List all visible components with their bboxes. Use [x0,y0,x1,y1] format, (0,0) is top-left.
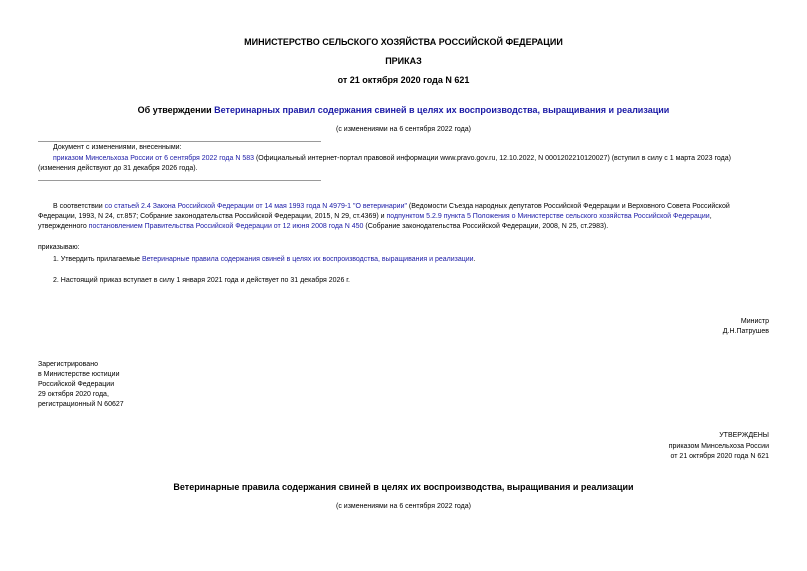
changes-top-rule [38,141,321,142]
preamble-text-2: (Ведомости Съезда народных депутатов Российской Федерации и Верховного Совета Российской [406,203,730,210]
order-word: приказываю: [38,244,80,251]
preamble-line-1 [53,203,730,210]
approval-line: от 21 октября 2020 года N 621 [670,453,769,460]
rules-title: Ветеринарные правила содержания свиней в целях их воспроизводства, выращивания и реализации [173,482,634,492]
registration-line: Российской Федерации [38,381,115,388]
changes-intro: Документ с изменениями, внесенными: [53,144,182,151]
approval-line: приказом Минсельхоза России [668,442,769,450]
item-1-prefix: 1. Утвердить прилагаемые [53,256,142,263]
law-article-link[interactable]: со статьей 2.4 Закона Российской Федерации от 14 мая 1993 года N 4979-1 "О ветеринарии" [104,203,407,210]
doc-date-heading: от 21 октября 2020 года N 621 [337,75,470,85]
changes-line-rest: (Официальный интернет-портал правовой информации www.pravo.gov.ru, 12.10.2022, N 0001202210120027) (вступил в силу с 1 марта 2023 года) [254,155,731,162]
rules-amendments: (с изменениями на 6 сентября 2022 года) [336,503,471,510]
title-prefix: Об утверждении [137,105,215,115]
regulation-subclause-link[interactable]: подпунктом 5.2.9 пункта 5 Положения о Министерстве сельского хозяйства Российской Федерации [386,213,710,220]
preamble-text-3: Федерации, 1993, N 24, ст.857; Собрание законодательства Российской Федерации, 2015, N 29, ст.4369) и [38,213,387,220]
preamble-line-2 [38,213,712,220]
title-link[interactable]: Ветеринарных правил содержания свиней в целях их воспроизводства, выращивания и реализации [214,105,670,115]
approval-line: УТВЕРЖДЕНЫ [719,432,769,439]
amending-order-link[interactable]: приказом Минсельхоза России от 6 сентября 2022 года N 583 [53,155,255,162]
registration-line: 29 октября 2020 года, [38,391,109,398]
ministry-heading: МИНИСТЕРСТВО СЕЛЬСКОГО ХОЗЯЙСТВА РОССИЙСКОЙ ФЕДЕРАЦИИ [244,37,563,47]
preamble-text-5: утвержденного [38,223,89,230]
preamble-text-6: (Собрание законодательства Российской Федерации, 2008, N 25, ст.2983). [363,223,609,230]
order-item-2: 2. Настоящий приказ вступает в силу 1 января 2021 года и действует по 31 декабря 2026 г. [53,277,350,284]
changes-line [53,155,731,162]
registration-line: Зарегистрировано [38,361,98,368]
registration-line: в Министерстве юстиции [38,371,120,378]
preamble-text-1: В соответствии [53,203,105,210]
government-decree-link[interactable]: постановлением Правительства Российской Федерации от 12 июня 2008 года N 450 [88,223,364,230]
signature-position: Министр [740,318,769,325]
registration-block [38,360,124,410]
approval-block [669,431,769,463]
rules-link[interactable]: Ветеринарные правила содержания свиней в целях их воспроизводства, выращивания и реализации [141,256,474,263]
signature-name: Д.Н.Патрушев [722,328,769,335]
changes-validity: (изменения действуют до 31 декабря 2026 года). [38,165,198,172]
item-1-suffix: . [473,256,476,263]
preamble-line-3 [38,223,608,230]
preamble-text-4: , [709,213,712,220]
changes-bottom-rule [38,180,321,181]
doc-type-heading: ПРИКАЗ [385,56,422,66]
order-item-1 [53,256,476,263]
registration-line: регистрационный N 60627 [38,401,124,408]
title-amendments: (с изменениями на 6 сентября 2022 года) [336,126,471,133]
document-title [0,105,807,115]
